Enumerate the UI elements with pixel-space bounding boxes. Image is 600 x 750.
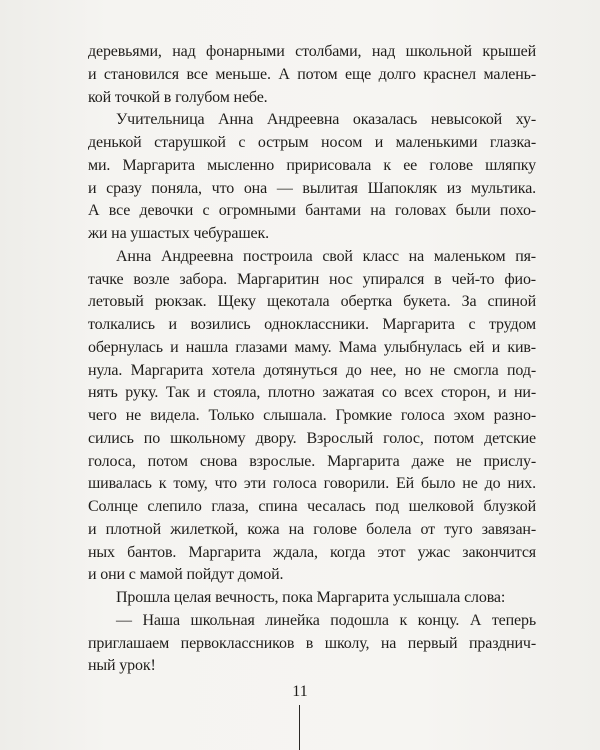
text-line: нять руку. Так и стояла, плотно зажатая со всех сторон, и ни- <box>88 384 536 402</box>
paragraph <box>88 610 536 678</box>
text-line: обернулась и нашла глазами маму. Мама улыбнулась ей и кив- <box>88 338 536 356</box>
text-line: — Наша школьная линейка подошла к концу. А теперь <box>116 611 536 629</box>
text-line: и плотной жилеткой, кожа на голове болела от туго завязан- <box>88 520 536 538</box>
text-line: ный урок! <box>88 657 156 675</box>
text-line: голоса, потом снова взрослые. Маргарита даже не прислу- <box>88 452 536 470</box>
text-line: сились по школьному двору. Взрослый голос, потом детские <box>88 429 536 447</box>
text-line: и они с мамой пойдут домой. <box>88 566 284 584</box>
text-line: кой точкой в голубом небе. <box>88 88 268 106</box>
text-line: Анна Андреевна построила свой класс на маленьком пя- <box>116 247 536 265</box>
page-number: 11 <box>292 683 308 700</box>
text-line: Прошла целая вечность, пока Маргарита услышала слова: <box>116 589 506 606</box>
text-line: Солнце слепило глаза, спина чесалась под шелковой блузкой <box>88 498 536 515</box>
text-line: летовый рюкзак. Щеку щекотала обертка букета. За спиной <box>88 293 536 311</box>
text-line: и становился все меньше. А потом еще долго краснел малень- <box>88 65 536 83</box>
text-line: А все девочки с огромными бантами на головах были похо- <box>88 202 536 220</box>
text-line: нула. Маргарита хотела дотянуться до нее, но не смогла под- <box>88 361 536 379</box>
page-number-rule <box>299 705 300 750</box>
text-line: приглашаем первоклассников в школу, на первый празднич- <box>88 634 536 652</box>
paragraph <box>88 41 536 109</box>
paragraph <box>88 109 536 246</box>
body-text <box>88 41 536 678</box>
text-line: и сразу поняла, что она — вылитая Шапокляк из мультика. <box>88 179 536 197</box>
text-line: денькой старушкой с острым носом и маленькими глазка- <box>88 134 536 151</box>
paragraph <box>88 587 536 610</box>
paragraph <box>88 246 536 587</box>
text-line: толкались и возились одноклассники. Маргарита с трудом <box>88 316 536 333</box>
text-line: чего не видела. Только слышала. Громкие голоса эхом разно- <box>88 407 536 424</box>
text-line: шивалась к тому, что эти голоса говорили. Ей было не до них. <box>88 475 536 493</box>
text-line: деревьями, над фонарными столбами, над школьной крышей <box>88 43 536 60</box>
text-line: ми. Маргарита мысленно пририсовала к ее голове шляпку <box>88 156 536 174</box>
text-line: Учительница Анна Андреевна оказалась невысокой ху- <box>116 111 536 129</box>
text-line: ных бантов. Маргарита ждала, когда этот ужас закончится <box>88 543 536 561</box>
text-line: тачке возле забора. Маргаритин нос упирался в чей-то фио- <box>88 270 536 288</box>
text-line: жи на ушастых чебурашек. <box>88 225 269 242</box>
